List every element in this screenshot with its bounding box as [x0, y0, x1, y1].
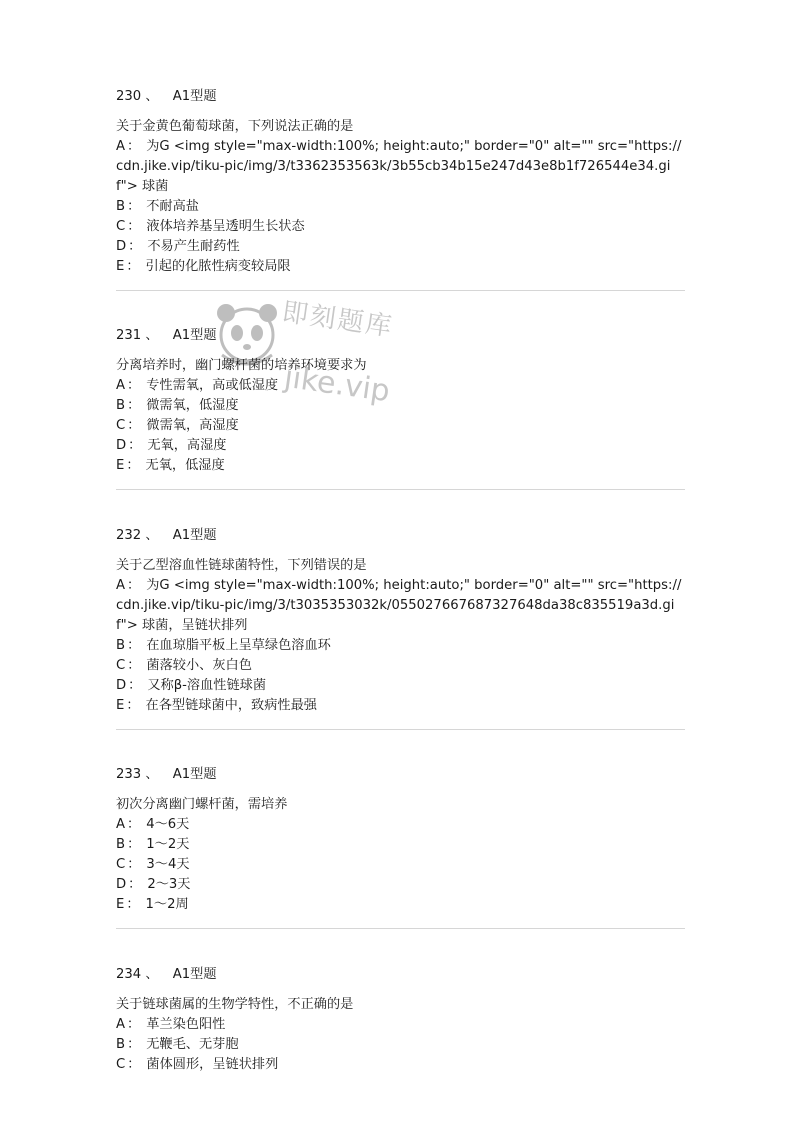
option-letter: A — [116, 578, 126, 593]
question-type: A1型题 — [172, 967, 217, 982]
option-text: 又称β-溶血性链球菌 — [147, 678, 267, 693]
question-item — [116, 87, 686, 277]
option-colon: ： — [127, 1057, 141, 1072]
option-colon: ： — [128, 239, 142, 254]
option-text: 1～2天 — [146, 837, 190, 852]
question-separator: 、 — [145, 767, 159, 782]
option-text: 不耐高盐 — [146, 199, 199, 214]
question-header — [116, 87, 686, 107]
option-a — [116, 576, 686, 636]
option-colon: ： — [127, 658, 141, 673]
option-text: 无氧，低湿度 — [145, 458, 225, 473]
option-letter: B — [116, 199, 126, 214]
question-item — [116, 765, 686, 915]
option-a — [116, 376, 686, 396]
option-text: 菌落较小、灰白色 — [146, 658, 252, 673]
option-b — [116, 396, 686, 416]
option-colon: ： — [126, 458, 140, 473]
question-type: A1型题 — [172, 89, 217, 104]
option-c — [116, 656, 686, 676]
option-colon: ： — [127, 1017, 141, 1032]
question-number: 232 — [116, 528, 142, 543]
watermark-brand-en: jike.vip — [282, 359, 393, 410]
question-type: A1型题 — [172, 767, 217, 782]
option-colon: ： — [127, 418, 141, 433]
option-letter: C — [116, 658, 126, 673]
option-letter: E — [116, 897, 125, 912]
option-a — [116, 1015, 686, 1035]
option-text: 微需氧，高湿度 — [146, 418, 239, 433]
question-header — [116, 965, 686, 985]
option-b — [116, 636, 686, 656]
question-number: 230 — [116, 89, 142, 104]
option-text: 菌体圆形，呈链状排列 — [146, 1057, 279, 1072]
question-stem: 分离培养时，幽门螺杆菌的培养环境要求为 — [116, 358, 367, 373]
option-e — [116, 895, 686, 915]
option-text: 不易产生耐药性 — [147, 239, 240, 254]
question-stem: 关于链球菌属的生物学特性，不正确的是 — [116, 997, 354, 1012]
option-letter: A — [116, 1017, 126, 1032]
option-colon: ： — [127, 219, 141, 234]
divider — [116, 290, 685, 291]
option-d — [116, 436, 686, 456]
option-text: 为G <img style="max-width:100%; height:auto;" border="0" alt="" src="https://cdn.jike.vip/tiku-pic/img/3/t3362353563k/3b55cb34b15e247d43e8b1f726544e34.gif"> 球菌 — [116, 139, 682, 194]
option-letter: D — [116, 438, 127, 453]
option-letter: E — [116, 698, 125, 713]
option-letter: A — [116, 139, 126, 154]
question-type: A1型题 — [172, 528, 217, 543]
option-text: 专性需氧，高或低湿度 — [146, 378, 279, 393]
option-text: 无鞭毛、无芽胞 — [146, 1037, 239, 1052]
option-colon: ： — [127, 817, 141, 832]
option-letter: B — [116, 837, 126, 852]
question-separator: 、 — [145, 328, 159, 343]
option-colon: ： — [127, 378, 141, 393]
option-letter: C — [116, 219, 126, 234]
watermark-brand-cn: 即刻题库 — [280, 297, 396, 343]
option-letter: B — [116, 1037, 126, 1052]
option-a — [116, 137, 686, 197]
option-e — [116, 257, 686, 277]
question-type: A1型题 — [172, 328, 217, 343]
option-c — [116, 855, 686, 875]
option-letter: E — [116, 458, 125, 473]
option-letter: B — [116, 638, 126, 653]
option-colon: ： — [127, 398, 141, 413]
option-letter: B — [116, 398, 126, 413]
option-b — [116, 835, 686, 855]
question-header — [116, 326, 686, 346]
option-text: 在血琼脂平板上呈草绿色溶血环 — [146, 638, 331, 653]
option-colon: ： — [127, 578, 141, 593]
option-colon: ： — [126, 897, 140, 912]
question-item — [116, 965, 686, 1075]
question-separator: 、 — [145, 528, 159, 543]
option-letter: D — [116, 877, 127, 892]
option-colon: ： — [128, 877, 142, 892]
option-colon: ： — [126, 259, 140, 274]
option-text: 革兰染色阳性 — [146, 1017, 226, 1032]
option-e — [116, 456, 686, 476]
option-text: 3～4天 — [146, 857, 190, 872]
divider — [116, 489, 685, 490]
option-a — [116, 815, 686, 835]
option-letter: C — [116, 1057, 126, 1072]
option-d — [116, 237, 686, 257]
option-text: 微需氧，低湿度 — [146, 398, 239, 413]
divider — [116, 928, 685, 929]
option-text: 1～2周 — [145, 897, 189, 912]
question-number: 231 — [116, 328, 142, 343]
option-c — [116, 416, 686, 436]
option-text: 液体培养基呈透明生长状态 — [146, 219, 305, 234]
question-separator: 、 — [145, 89, 159, 104]
option-c — [116, 217, 686, 237]
option-colon: ： — [127, 199, 141, 214]
question-stem: 初次分离幽门螺杆菌，需培养 — [116, 797, 288, 812]
question-item — [116, 326, 686, 476]
option-text: 无氧，高湿度 — [147, 438, 227, 453]
option-letter: E — [116, 259, 125, 274]
divider — [116, 729, 685, 730]
option-c — [116, 1055, 686, 1075]
question-number: 233 — [116, 767, 142, 782]
option-b — [116, 197, 686, 217]
question-stem: 关于乙型溶血性链球菌特性，下列错误的是 — [116, 558, 367, 573]
option-letter: A — [116, 817, 126, 832]
question-number: 234 — [116, 967, 142, 982]
option-text: 引起的化脓性病变较局限 — [145, 259, 291, 274]
option-colon: ： — [127, 139, 141, 154]
option-e — [116, 696, 686, 716]
option-colon: ： — [127, 837, 141, 852]
question-separator: 、 — [145, 967, 159, 982]
question-stem: 关于金黄色葡萄球菌，下列说法正确的是 — [116, 119, 354, 134]
option-d — [116, 676, 686, 696]
option-letter: D — [116, 678, 127, 693]
option-colon: ： — [127, 1037, 141, 1052]
option-d — [116, 875, 686, 895]
question-header — [116, 765, 686, 785]
option-text: 在各型链球菌中，致病性最强 — [145, 698, 317, 713]
option-text: 为G <img style="max-width:100%; height:auto;" border="0" alt="" src="https://cdn.jike.vip/tiku-pic/img/3/t3035353032k/055027667687327648da38c835519a3d.gif"> 球菌，呈链状排列 — [116, 578, 682, 633]
option-colon: ： — [127, 857, 141, 872]
option-colon: ： — [126, 698, 140, 713]
option-letter: D — [116, 239, 127, 254]
option-text: 2～3天 — [147, 877, 191, 892]
option-letter: C — [116, 418, 126, 433]
question-header — [116, 526, 686, 546]
option-text: 4～6天 — [146, 817, 190, 832]
option-letter: C — [116, 857, 126, 872]
question-item — [116, 526, 686, 716]
option-b — [116, 1035, 686, 1055]
option-colon: ： — [128, 438, 142, 453]
option-letter: A — [116, 378, 126, 393]
option-colon: ： — [128, 678, 142, 693]
option-colon: ： — [127, 638, 141, 653]
